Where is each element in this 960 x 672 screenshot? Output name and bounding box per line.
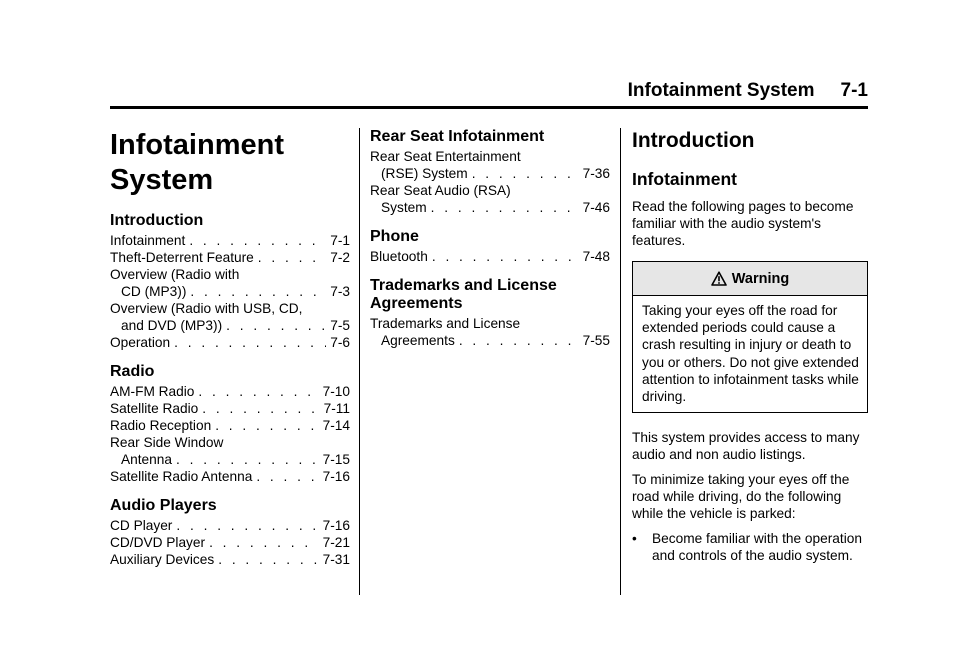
header-page-number: 7-1 — [840, 80, 868, 101]
toc-page-number: 7-10 — [322, 384, 350, 399]
toc-entry — [110, 417, 350, 434]
warning-triangle-icon — [711, 271, 727, 286]
toc-entry-row — [110, 551, 350, 568]
toc-entry-row — [110, 334, 350, 351]
warning-title: Warning — [731, 270, 790, 287]
toc-entry-label: Satellite Radio — [110, 401, 199, 416]
toc-entry-label: AM-FM Radio — [110, 384, 195, 399]
toc-entry-row — [110, 232, 350, 249]
toc-entry — [370, 315, 610, 349]
system-access-paragraph: This system provides access to many audio and non audio listings. — [632, 430, 860, 463]
dot-leader — [198, 383, 318, 400]
dot-leader — [176, 451, 319, 468]
toc-entry-row — [110, 417, 350, 434]
dot-leader — [190, 283, 326, 300]
toc-entry-label: (RSE) System — [381, 166, 468, 181]
toc-entry-row — [110, 517, 350, 534]
dot-leader — [459, 332, 579, 349]
toc-entry — [370, 148, 610, 182]
dot-leader — [256, 468, 318, 485]
header-rule — [110, 106, 868, 109]
dot-leader — [189, 232, 326, 249]
dot-leader — [432, 248, 579, 265]
bullet-text: Become familiar with the operation and controls of the audio system. — [652, 531, 862, 564]
toc-page-number: 7-14 — [322, 418, 350, 433]
intro-paragraph: Read the following pages to become familiar with the audio system's features. — [632, 199, 854, 248]
toc-page-number: 7-48 — [582, 249, 610, 264]
warning-box — [632, 261, 868, 413]
subheading-infotainment: Infotainment — [632, 169, 737, 189]
toc-entry-row — [110, 534, 350, 551]
toc-entry-row — [110, 283, 350, 300]
toc-entry-label: Rear Seat Audio (RSA) — [370, 183, 511, 198]
running-header — [628, 80, 868, 102]
toc-page-number: 7-16 — [322, 469, 350, 484]
toc-page-number: 7-5 — [330, 318, 350, 333]
toc-entry-row — [370, 165, 610, 182]
toc-entry — [110, 249, 350, 266]
toc-entry-label: Operation — [110, 335, 171, 350]
toc-page-number: 7-21 — [322, 535, 350, 550]
dot-leader — [209, 534, 319, 551]
warning-text: Taking your eyes off the road for extended periods could cause a crash resulting in injury or death to you or others. Do not give extended attention to infotainment tasks while driving. — [642, 303, 859, 405]
toc-entry-label: Overview (Radio with — [110, 267, 240, 282]
toc-entry-row — [110, 249, 350, 266]
chapter-title: Infotainment System — [110, 129, 284, 196]
toc-entry-label: Rear Side Window — [110, 435, 224, 450]
toc-page-number: 7-16 — [322, 518, 350, 533]
toc-page-number: 7-3 — [330, 284, 350, 299]
toc-entry-label: Trademarks and License — [370, 316, 521, 331]
column-divider — [359, 128, 360, 595]
minimize-distraction-paragraph: To minimize taking your eyes off the road while driving, do the following while the vehicle is parked: — [632, 472, 850, 522]
toc-section-heading: Audio Players — [110, 497, 217, 514]
toc-entry — [110, 468, 350, 485]
toc-entry-row — [370, 332, 610, 349]
introduction-column — [632, 128, 868, 564]
toc-entry-row — [370, 199, 610, 216]
toc-entry-label: Theft-Deterrent Feature — [110, 250, 254, 265]
toc-entry — [110, 534, 350, 551]
section-heading-introduction: Introduction — [632, 129, 755, 152]
toc-entry-label: Infotainment — [110, 233, 186, 248]
toc-page-number: 7-46 — [582, 200, 610, 215]
toc-entry — [110, 232, 350, 249]
dot-leader — [174, 334, 326, 351]
toc-section-heading: Trademarks and License Agreements — [370, 277, 557, 312]
toc-entry — [110, 434, 350, 468]
toc-entry-label: Antenna — [121, 452, 172, 467]
toc-entry-label: Radio Reception — [110, 418, 212, 433]
dot-leader — [258, 249, 326, 266]
toc-page-number: 7-31 — [322, 552, 350, 567]
toc-entry — [110, 551, 350, 568]
toc-entry-row — [110, 400, 350, 417]
toc-entry-label: Agreements — [381, 333, 455, 348]
toc-entry — [110, 517, 350, 534]
toc-entry-label: CD/DVD Player — [110, 535, 206, 550]
toc-column-1 — [110, 128, 350, 568]
toc-entry-label: System — [381, 200, 427, 215]
toc-entry-label: and DVD (MP3)) — [121, 318, 223, 333]
toc-entry-row — [110, 317, 350, 334]
toc-entry — [110, 266, 350, 300]
warning-header — [633, 262, 867, 296]
bullet-icon: • — [632, 531, 637, 547]
dot-leader — [218, 551, 318, 568]
toc-entry — [110, 334, 350, 351]
toc-entry — [370, 182, 610, 216]
toc-section-heading: Rear Seat Infotainment — [370, 128, 545, 145]
dot-leader — [202, 400, 319, 417]
dot-leader — [176, 517, 318, 534]
toc-entry-label: CD Player — [110, 518, 173, 533]
page-header — [110, 80, 868, 104]
toc-page-number: 7-1 — [330, 233, 350, 248]
toc-entry-label: CD (MP3)) — [121, 284, 187, 299]
dot-leader — [215, 417, 318, 434]
toc-entry-label: Overview (Radio with USB, CD, — [110, 301, 303, 316]
toc-entry-label: Auxiliary Devices — [110, 552, 215, 567]
toc-page-number: 7-6 — [330, 335, 350, 350]
toc-entry — [110, 300, 350, 334]
toc-entry — [110, 383, 350, 400]
toc-page-number: 7-55 — [582, 333, 610, 348]
bullet-item — [632, 530, 868, 564]
toc-entry — [110, 400, 350, 417]
toc-entry-row — [370, 248, 610, 265]
toc-entry-row — [110, 451, 350, 468]
toc-entry — [370, 248, 610, 265]
toc-entry-label: Bluetooth — [370, 249, 428, 264]
toc-page-number: 7-2 — [330, 250, 350, 265]
toc-column-2 — [370, 128, 610, 349]
toc-section-heading: Radio — [110, 363, 155, 380]
dot-leader — [472, 165, 579, 182]
toc-section-heading: Phone — [370, 228, 419, 245]
dot-leader — [226, 317, 326, 334]
column-divider — [620, 128, 621, 595]
toc-entry-row — [110, 468, 350, 485]
toc-entry-label: Rear Seat Entertainment — [370, 149, 521, 164]
toc-section-heading: Introduction — [110, 212, 204, 229]
header-title: Infotainment System — [627, 80, 815, 101]
toc-entry-label: Satellite Radio Antenna — [110, 469, 253, 484]
toc-page-number: 7-11 — [323, 401, 350, 416]
toc-page-number: 7-15 — [322, 452, 350, 467]
toc-entry-row — [110, 383, 350, 400]
toc-page-number: 7-36 — [582, 166, 610, 181]
dot-leader — [431, 199, 579, 216]
